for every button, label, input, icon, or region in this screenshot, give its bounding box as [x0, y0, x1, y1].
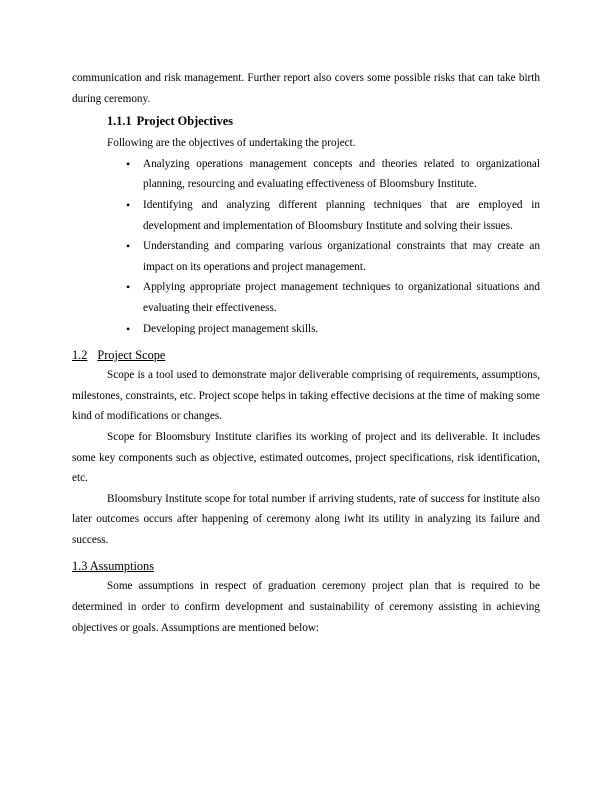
scope-heading-title: Project Scope — [97, 348, 166, 363]
document-page — [72, 68, 540, 638]
list-item: • Identifying and analyzing different planning techniques that are employed in development and implementation of Bloomsbury Institute and solving their issues. — [72, 195, 540, 236]
assumptions-heading: 1.3 Assumptions — [72, 559, 154, 574]
objectives-heading-title: Project Objectives — [136, 114, 233, 129]
list-item: • Developing project management skills. — [72, 319, 540, 340]
assumptions-paragraph: Some assumptions in respect of graduation ceremony project plan that is required to be determined in order to confirm development and sustainability of ceremony assisting in achieving objectives or goals. Assumptions are mentioned below: — [72, 580, 540, 634]
continuation-paragraph: communication and risk management. Further report also covers some possible risks that can take birth during ceremony. — [72, 72, 540, 105]
objectives-heading — [107, 112, 540, 130]
objectives-intro: Following are the objectives of undertaking the project. — [107, 137, 356, 150]
scope-heading — [72, 345, 540, 365]
scope-paragraph-1: Scope is a tool used to demonstrate major deliverable comprising of requirements, assumptions, milestones, constraints, etc. Project scope helps in taking effective decisions at the time of making some kind of modifications or changes. — [72, 369, 540, 423]
list-item: • Understanding and comparing various organizational constraints that may create an impact on its operations and project management. — [72, 236, 540, 277]
list-item: • Applying appropriate project management techniques to organizational situations and evaluating their effectiveness. — [72, 277, 540, 318]
list-item: • Analyzing operations management concepts and theories related to organizational planning, resourcing and evaluating effectiveness of Bloomsbury Institute. — [72, 154, 540, 195]
objectives-list — [72, 154, 540, 339]
scope-paragraph-3: Bloomsbury Institute scope for total number if arriving students, rate of success for institute also later outcomes occurs after happening of ceremony along iwht its utility in analyzing its failure and success. — [72, 492, 540, 546]
objectives-heading-number: 1.1.1 — [107, 114, 132, 129]
scope-paragraph-2: Scope for Bloomsbury Institute clarifies its working of project and its deliverable. It includes some key components such as objective, estimated outcomes, project specifications, risk identification, etc. — [72, 430, 540, 485]
scope-heading-number: 1.2 — [72, 348, 88, 363]
